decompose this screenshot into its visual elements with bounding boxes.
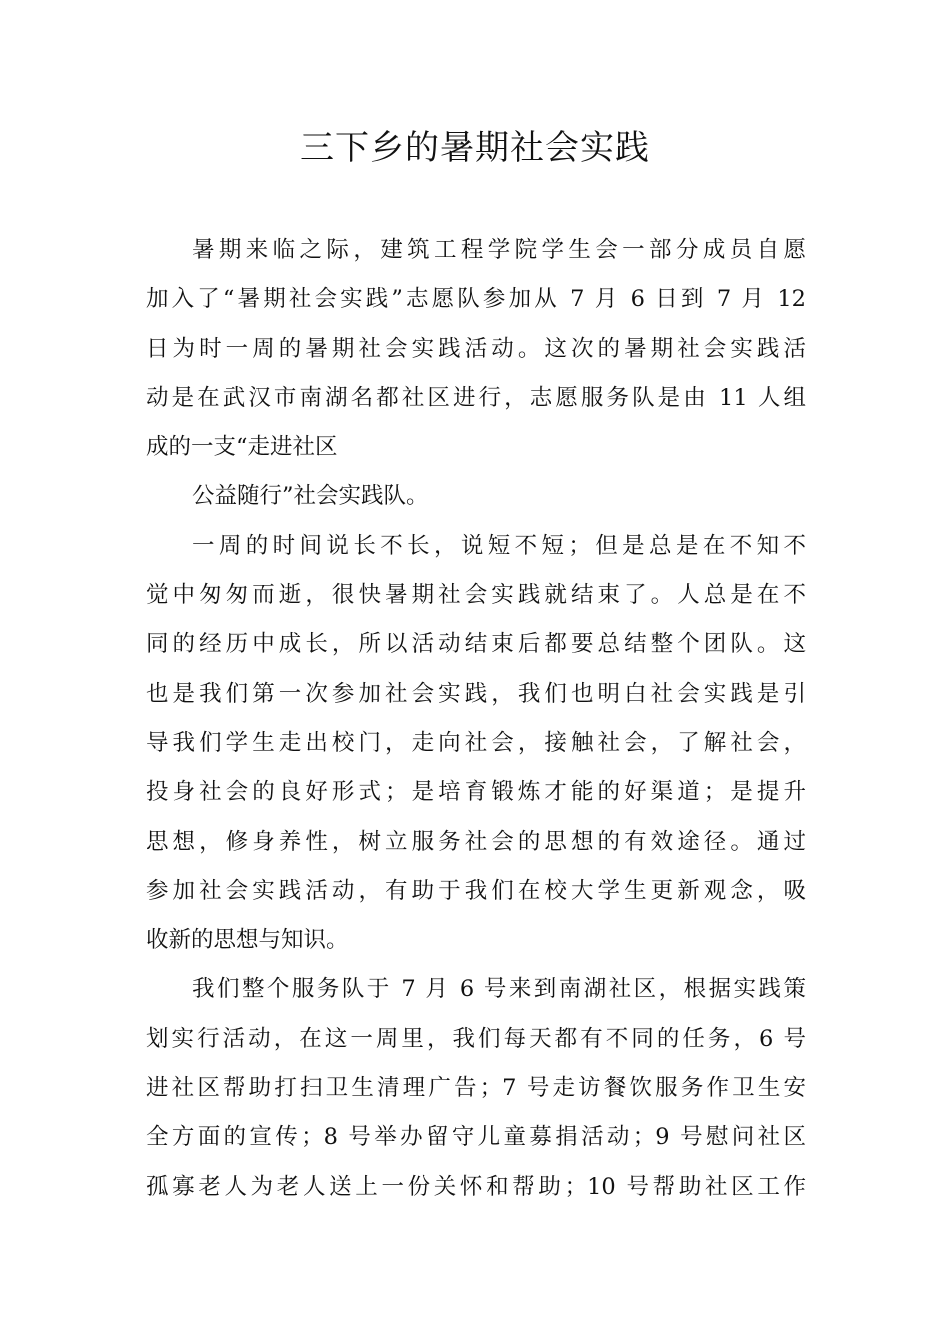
body-line: 划实行活动，在这一周里，我们每天都有不同的任务，6 号 <box>146 1025 806 1052</box>
body-line: 日为时一周的暑期社会实践活动。这次的暑期社会实践活 <box>146 335 806 362</box>
body-line: 进社区帮助打扫卫生清理广告；7 号走访餐饮服务作卫生安 <box>146 1075 806 1102</box>
body-line: 投身社会的良好形式；是培育锻炼才能的好渠道；是提升 <box>146 779 806 806</box>
document-body <box>146 226 806 1212</box>
body-line: 加入了“暑期社会实践”志愿队参加从 7 月 6 日到 7 月 12 <box>146 286 806 313</box>
body-line: 公益随行”社会实践队。 <box>192 483 429 510</box>
body-line: 成的一支“走进社区 <box>146 434 338 461</box>
body-line: 觉中匆匆而逝，很快暑期社会实践就结束了。人总是在不 <box>146 582 806 609</box>
body-line: 孤寡老人为老人送上一份关怀和帮助；10 号帮助社区工作 <box>146 1173 806 1200</box>
document-title: 三下乡的暑期社会实践 <box>300 128 650 168</box>
body-line: 我们整个服务队于 7 月 6 号来到南湖社区，根据实践策 <box>192 976 806 1003</box>
body-line: 暑期来临之际，建筑工程学院学生会一部分成员自愿 <box>192 237 806 263</box>
body-line: 收新的思想与知识。 <box>146 927 349 954</box>
body-line: 同的经历中成长，所以活动结束后都要总结整个团队。这 <box>146 631 806 658</box>
body-line: 动是在武汉市南湖名都社区进行，志愿服务队是由 11 人组 <box>146 384 806 411</box>
body-line: 一周的时间说长不长，说短不短；但是总是在不知不 <box>192 532 806 559</box>
body-line: 导我们学生走出校门，走向社会，接触社会，了解社会， <box>146 729 806 756</box>
body-line: 参加社会实践活动，有助于我们在校大学生更新观念，吸 <box>146 877 806 904</box>
body-line: 思想，修身养性，树立服务社会的思想的有效途径。通过 <box>146 828 806 855</box>
body-line: 全方面的宣传；8 号举办留守儿童募捐活动；9 号慰问社区 <box>146 1124 806 1151</box>
body-line: 也是我们第一次参加社会实践，我们也明白社会实践是引 <box>146 680 806 707</box>
